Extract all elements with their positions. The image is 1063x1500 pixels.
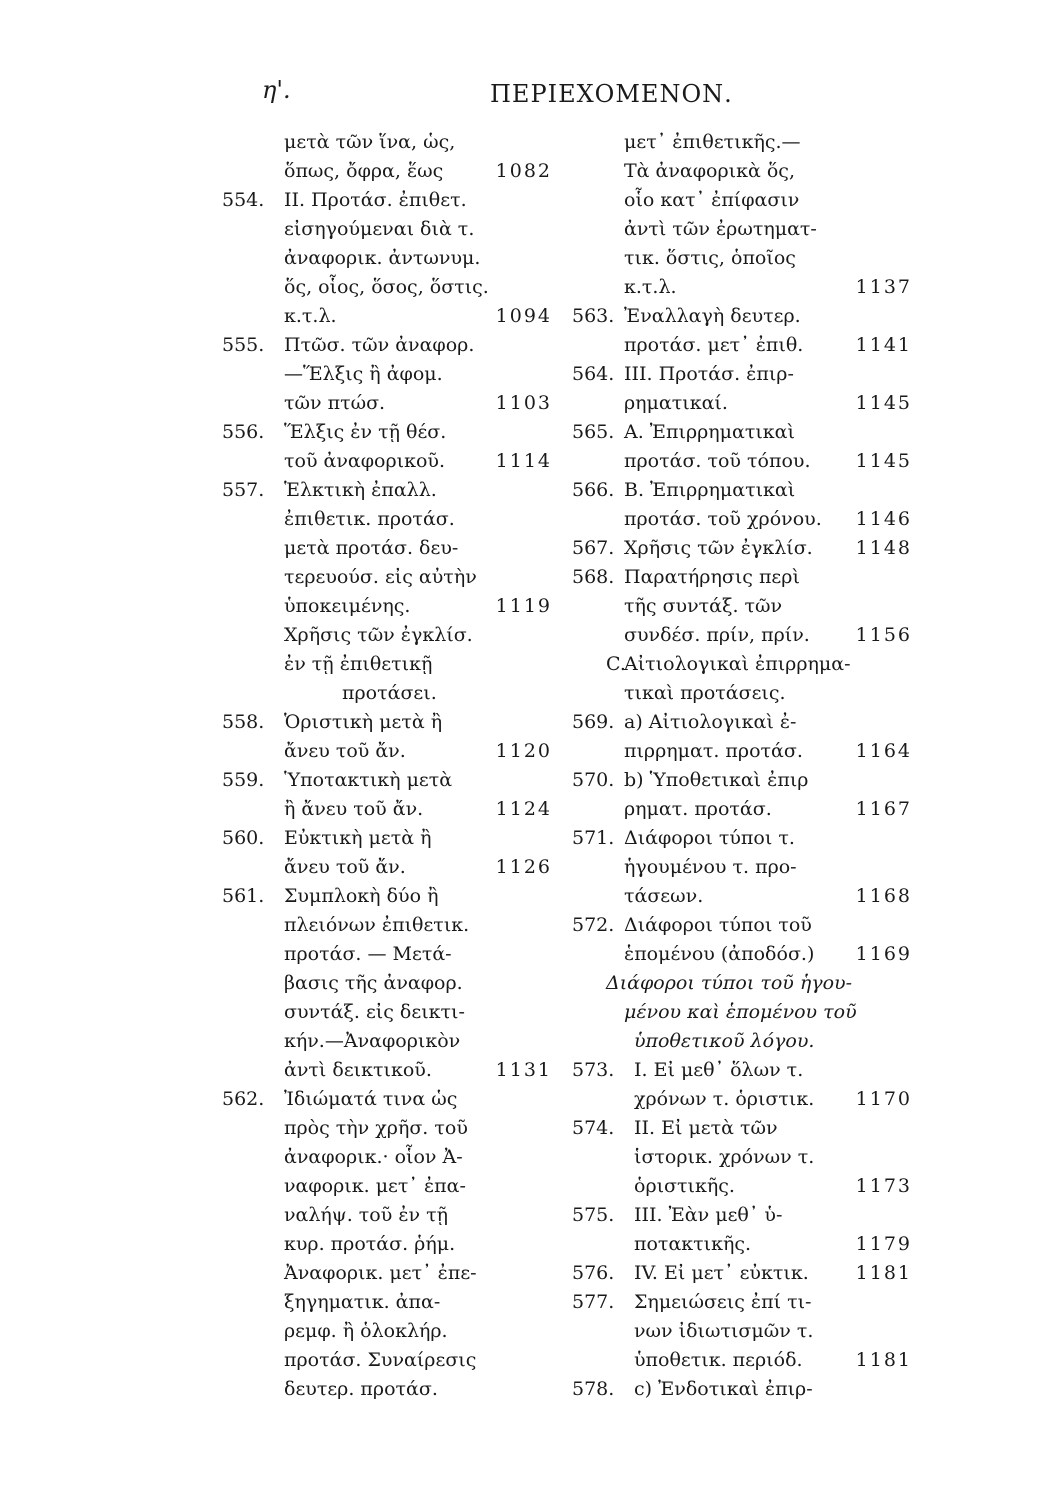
toc-entry	[572, 650, 912, 679]
section-number: 578.	[572, 1378, 615, 1400]
page-reference: 1145	[855, 450, 912, 472]
toc-entry	[572, 1230, 912, 1259]
toc-entry	[572, 621, 912, 650]
page-number: η'.	[262, 76, 291, 104]
entry-text: ἄνευ τοῦ ἄν.	[284, 856, 406, 878]
toc-entry	[222, 708, 552, 737]
entry-text: κ.τ.λ.	[284, 305, 337, 327]
toc-entry	[572, 1143, 912, 1172]
toc-entry	[572, 737, 912, 766]
toc-entry	[572, 853, 912, 882]
section-number: 576.	[572, 1262, 615, 1284]
section-number: 567.	[572, 537, 615, 559]
toc-entry	[572, 360, 912, 389]
toc-entry	[572, 679, 912, 708]
entry-text: ἀναφορικ. ἀντωνυμ.	[284, 247, 481, 269]
toc-entry	[222, 273, 552, 302]
toc-entry	[572, 505, 912, 534]
entry-text: a) Αἰτιολογικαὶ ἐ-	[624, 711, 797, 733]
entry-text: Ὑποτακτικὴ μετὰ	[284, 769, 453, 791]
entry-text: b) Ὑποθετικαὶ ἐπιρ	[624, 769, 809, 791]
section-number: C.	[606, 653, 626, 675]
entry-text: ὅς, οἷος, ὅσος, ὅστις.	[284, 276, 489, 298]
entry-text: A. Ἐπιρρηματικαὶ	[624, 421, 795, 443]
page-reference: 1169	[855, 943, 912, 965]
entry-text: ὅπως, ὄφρα, ἕως	[284, 160, 444, 182]
entry-text: προτάσει.	[342, 682, 437, 704]
toc-entry	[572, 1346, 912, 1375]
toc-entry	[222, 389, 552, 418]
entry-text: προτάσ. μετ᾽ ἐπιθ.	[624, 334, 804, 356]
page-reference: 1179	[855, 1233, 912, 1255]
section-number: 573.	[572, 1059, 615, 1081]
entry-text: Διάφοροι τύποι τοῦ ἡγου-	[606, 972, 853, 994]
section-number: 560.	[222, 827, 265, 849]
toc-entry	[572, 708, 912, 737]
toc-entry	[572, 215, 912, 244]
page-reference: 1164	[855, 740, 912, 762]
toc-entry	[572, 1375, 912, 1404]
page-reference: 1146	[855, 508, 912, 530]
toc-entry	[222, 1259, 552, 1288]
entry-text: μετ᾽ ἐπιθετικῆς.—	[624, 131, 801, 153]
toc-entry	[222, 592, 552, 621]
entry-text: τῆς συντάξ. τῶν	[624, 595, 783, 617]
entry-text: τικ. ὅστις, ὁποῖος	[624, 247, 796, 269]
entry-text: προτάσ. τοῦ χρόνου.	[624, 508, 822, 530]
toc-entry	[222, 1230, 552, 1259]
entry-text: Αἰτιολογικαὶ ἐπιρρημα-	[624, 653, 851, 675]
entry-text: ἀντὶ τῶν ἐρωτηματ-	[624, 218, 817, 240]
entry-text: I. Εἰ μεθ᾽ ὅλων τ.	[634, 1059, 804, 1081]
section-number: 555.	[222, 334, 265, 356]
toc-entry	[222, 476, 552, 505]
entry-text: Χρῆσις τῶν ἐγκλίσ.	[624, 537, 813, 559]
toc-entry	[222, 737, 552, 766]
section-number: 562.	[222, 1088, 265, 1110]
toc-entry	[572, 476, 912, 505]
entry-text: ξηγηματικ. ἀπα-	[284, 1291, 441, 1313]
page-reference: 1119	[495, 595, 552, 617]
section-number: 571.	[572, 827, 615, 849]
page-title: ΠΕΡΙΕΧΟΜΕΝΟΝ.	[490, 80, 733, 108]
toc-entry	[222, 534, 552, 563]
toc-entry	[222, 824, 552, 853]
page-reference: 1181	[855, 1262, 912, 1284]
entry-text: τάσεων.	[624, 885, 704, 907]
page-reference: 1148	[855, 537, 912, 559]
toc-entry	[572, 882, 912, 911]
toc-entry	[222, 1288, 552, 1317]
entry-text: ρεμφ. ἢ ὁλοκλήρ.	[284, 1320, 448, 1342]
toc-entry	[572, 302, 912, 331]
entry-text: ἄνευ τοῦ ἄν.	[284, 740, 406, 762]
entry-text: τερευούσ. εἰς αὐτὴν	[284, 566, 477, 588]
entry-text: κυρ. προτάσ. ῥήμ.	[284, 1233, 456, 1255]
toc-entry	[572, 998, 912, 1027]
toc-entry	[222, 795, 552, 824]
toc-entry	[222, 302, 552, 331]
toc-entry	[222, 621, 552, 650]
toc-entry	[572, 1317, 912, 1346]
entry-text: B. Ἐπιρρηματικαὶ	[624, 479, 796, 501]
toc-entry	[222, 331, 552, 360]
page-reference: 1181	[855, 1349, 912, 1371]
toc-entry	[222, 1056, 552, 1085]
toc-left-column	[222, 128, 552, 1404]
toc-entry	[572, 911, 912, 940]
toc-entry	[222, 1201, 552, 1230]
entry-text: μένου καὶ ἑπομένου τοῦ	[624, 1001, 857, 1023]
entry-text: κ.τ.λ.	[624, 276, 677, 298]
toc-entry	[572, 157, 912, 186]
entry-text: οἷο κατ᾽ ἐπίφασιν	[624, 189, 800, 211]
toc-entry	[572, 940, 912, 969]
entry-text: ὑποθετικοῦ λόγου.	[634, 1030, 815, 1052]
entry-text: συνδέσ. πρίν, πρίν.	[624, 624, 810, 646]
toc-entry	[572, 1056, 912, 1085]
toc-entry	[572, 563, 912, 592]
entry-text: Ἐναλλαγὴ δευτερ.	[624, 305, 801, 327]
toc-entry	[222, 215, 552, 244]
entry-text: ποτακτικῆς.	[634, 1233, 752, 1255]
toc-entry	[222, 360, 552, 389]
entry-text: ἐπιθετικ. προτάσ.	[284, 508, 455, 530]
entry-text: Ἑλκτικὴ ἐπαλλ.	[284, 479, 437, 501]
toc-entry	[572, 447, 912, 476]
page-reference: 1173	[855, 1175, 912, 1197]
toc-entry	[572, 824, 912, 853]
entry-text: ὁριστικῆς.	[634, 1175, 735, 1197]
section-number: 575.	[572, 1204, 615, 1226]
section-number: 569.	[572, 711, 615, 733]
page-reference: 1167	[855, 798, 912, 820]
entry-text: II. Εἰ μετὰ τῶν	[634, 1117, 778, 1139]
entry-text: II. Προτάσ. ἐπιθετ.	[284, 189, 467, 211]
entry-text: τικαὶ προτάσεις.	[624, 682, 786, 704]
section-number: 564.	[572, 363, 615, 385]
toc-entry	[572, 331, 912, 360]
section-number: 557.	[222, 479, 265, 501]
entry-text: IV. Εἰ μετ᾽ εὐκτικ.	[634, 1262, 809, 1284]
section-number: 577.	[572, 1291, 615, 1313]
entry-text: ναφορικ. μετ᾽ ἐπα-	[284, 1175, 466, 1197]
toc-entry	[222, 998, 552, 1027]
section-number: 563.	[572, 305, 615, 327]
page-reference: 1170	[855, 1088, 912, 1110]
entry-text: προτάσ. — Μετά-	[284, 943, 452, 965]
toc-entry	[222, 1172, 552, 1201]
toc-entry	[222, 1085, 552, 1114]
toc-entry	[222, 853, 552, 882]
entry-text: ἐν τῇ ἐπιθετικῇ	[284, 653, 433, 675]
entry-text: πρὸς τὴν χρῆσ. τοῦ	[284, 1117, 468, 1139]
toc-entry	[572, 418, 912, 447]
section-number: 566.	[572, 479, 615, 501]
toc-entry	[222, 447, 552, 476]
toc-entry	[222, 505, 552, 534]
toc-entry	[572, 186, 912, 215]
entry-text: Παρατήρησις περὶ	[624, 566, 800, 588]
entry-text: Πτῶσ. τῶν ἀναφορ.	[284, 334, 475, 356]
entry-text: χρόνων τ. ὁριστικ.	[634, 1088, 815, 1110]
toc-entry	[572, 1288, 912, 1317]
section-number: 558.	[222, 711, 265, 733]
entry-text: Εὐκτικὴ μετὰ ἢ	[284, 827, 432, 849]
entry-text: Ἕλξις ἐν τῇ θέσ.	[284, 421, 447, 443]
entry-text: ἡγουμένου τ. προ-	[624, 856, 797, 878]
section-number: 554.	[222, 189, 265, 211]
toc-entry	[222, 128, 552, 157]
entry-text: βασις τῆς ἀναφορ.	[284, 972, 463, 994]
toc-entry	[222, 157, 552, 186]
entry-text: Σημειώσεις ἐπί τι-	[634, 1291, 812, 1313]
entry-text: III. Ἐὰν μεθ᾽ ὑ-	[634, 1204, 783, 1226]
toc-entry	[222, 882, 552, 911]
entry-text: ρηματικαί.	[624, 392, 728, 414]
toc-entry	[222, 679, 552, 708]
page-reference: 1168	[855, 885, 912, 907]
page-reference: 1082	[495, 160, 552, 182]
entry-text: εἰσηγούμεναι διὰ τ.	[284, 218, 475, 240]
entry-text: —Ἕλξις ἢ ἀφομ.	[284, 363, 443, 385]
toc-entry	[222, 186, 552, 215]
section-number: 565.	[572, 421, 615, 443]
toc-entry	[222, 766, 552, 795]
entry-text: πιρρηματ. προτάσ.	[624, 740, 803, 762]
toc-entry	[572, 534, 912, 563]
section-number: 574.	[572, 1117, 615, 1139]
page-reference: 1124	[495, 798, 552, 820]
entry-text: ἢ ἄνευ τοῦ ἄν.	[284, 798, 424, 820]
entry-text: Διάφοροι τύποι τ.	[624, 827, 795, 849]
toc-entry	[572, 273, 912, 302]
toc-entry	[222, 1027, 552, 1056]
entry-text: μετὰ τῶν ἵνα, ὡς,	[284, 131, 456, 153]
entry-text: Τὰ ἀναφορικὰ ὅς,	[624, 160, 795, 182]
entry-text: III. Προτάσ. ἐπιρ-	[624, 363, 794, 385]
section-number: 570.	[572, 769, 615, 791]
toc-entry	[572, 1085, 912, 1114]
entry-text: ἑπομένου (ἀποδόσ.)	[624, 943, 815, 965]
section-number: 559.	[222, 769, 265, 791]
entry-text: ὑποθετικ. περιόδ.	[634, 1349, 803, 1371]
toc-entry	[572, 1172, 912, 1201]
toc-entry	[572, 766, 912, 795]
entry-text: ἱστορικ. χρόνων τ.	[634, 1146, 815, 1168]
entry-text: τῶν πτώσ.	[284, 392, 386, 414]
page-reference: 1094	[495, 305, 552, 327]
entry-text: ρηματ. προτάσ.	[624, 798, 772, 820]
page-reference: 1126	[495, 856, 552, 878]
page-reference: 1137	[855, 276, 912, 298]
toc-entry	[572, 592, 912, 621]
toc-entry	[572, 1259, 912, 1288]
page-reference: 1103	[495, 392, 552, 414]
entry-text: Διάφοροι τύποι τοῦ	[624, 914, 812, 936]
entry-text: ἀναφορικ.· οἷον Ἀ-	[284, 1146, 463, 1168]
entry-text: πλειόνων ἐπιθετικ.	[284, 914, 470, 936]
page-reference: 1120	[495, 740, 552, 762]
page-reference: 1141	[855, 334, 912, 356]
entry-text: δευτερ. προτάσ.	[284, 1378, 438, 1400]
page-reference: 1114	[495, 450, 552, 472]
entry-text: c) Ἐνδοτικαὶ ἐπιρ-	[634, 1378, 813, 1400]
toc-entry	[572, 244, 912, 273]
toc-entry	[222, 563, 552, 592]
entry-text: Συμπλοκὴ δύο ἢ	[284, 885, 439, 907]
entry-text: Ἀναφορικ. μετ᾽ ἐπε-	[284, 1262, 477, 1284]
toc-entry	[572, 1027, 912, 1056]
entry-text: Χρῆσις τῶν ἐγκλίσ.	[284, 624, 473, 646]
section-number: 572.	[572, 914, 615, 936]
section-number: 568.	[572, 566, 615, 588]
section-number: 556.	[222, 421, 265, 443]
entry-text: κήν.—Ἀναφορικὸν	[284, 1030, 461, 1052]
toc-entry	[222, 418, 552, 447]
entry-text: ἀντὶ δεικτικοῦ.	[284, 1059, 432, 1081]
toc-entry	[222, 911, 552, 940]
entry-text: τοῦ ἀναφορικοῦ.	[284, 450, 446, 472]
entry-text: συντάξ. εἰς δεικτι-	[284, 1001, 465, 1023]
entry-text: Ὁριστικὴ μετὰ ἢ	[284, 711, 443, 733]
page-reference: 1156	[855, 624, 912, 646]
toc-entry	[222, 1346, 552, 1375]
entry-text: ὑποκειμένης.	[284, 595, 411, 617]
toc-entry	[222, 1143, 552, 1172]
toc-entry	[572, 795, 912, 824]
toc-entry	[222, 969, 552, 998]
toc-entry	[222, 1114, 552, 1143]
toc-entry	[222, 940, 552, 969]
toc-entry	[222, 650, 552, 679]
entry-text: Ἰδιώματά τινα ὡς	[284, 1088, 458, 1110]
page-reference: 1131	[495, 1059, 552, 1081]
toc-entry	[572, 969, 912, 998]
toc-right-column	[572, 128, 912, 1404]
entry-text: μετὰ προτάσ. δευ-	[284, 537, 459, 559]
entry-text: νων ἰδιωτισμῶν τ.	[634, 1320, 814, 1342]
page-reference: 1145	[855, 392, 912, 414]
toc-entry	[572, 1114, 912, 1143]
toc-entry	[222, 1375, 552, 1404]
entry-text: ναλήψ. τοῦ ἐν τῇ	[284, 1204, 449, 1226]
toc-entry	[572, 1201, 912, 1230]
toc-entry	[222, 244, 552, 273]
entry-text: προτάσ. τοῦ τόπου.	[624, 450, 811, 472]
entry-text: προτάσ. Συναίρεσις	[284, 1349, 477, 1371]
section-number: 561.	[222, 885, 265, 907]
toc-entry	[572, 389, 912, 418]
toc-entry	[222, 1317, 552, 1346]
toc-entry	[572, 128, 912, 157]
